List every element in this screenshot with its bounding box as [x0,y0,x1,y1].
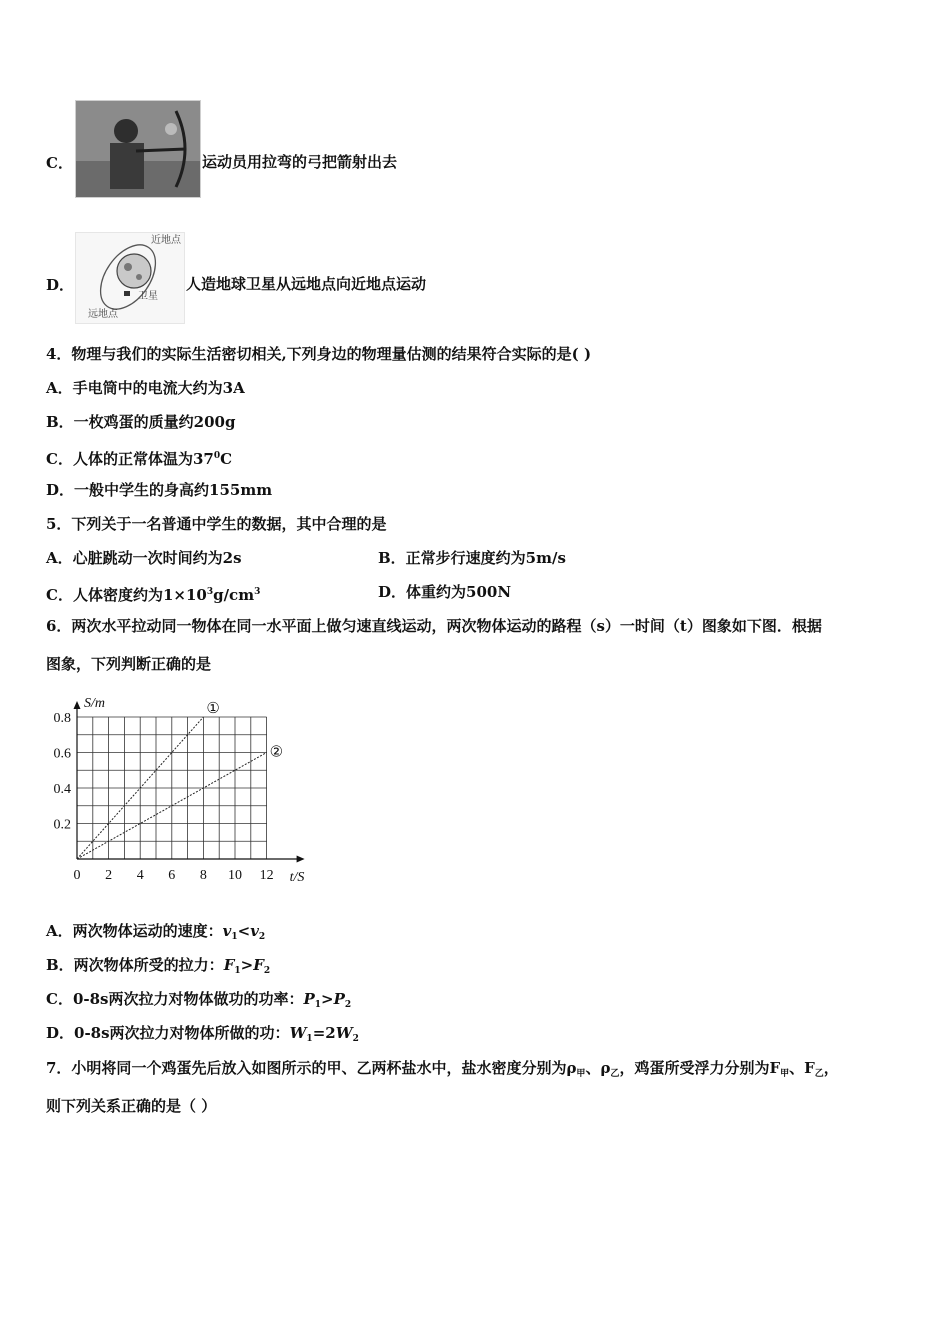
q5-option-a: A．心脏跳动一次时间约为2s [46,549,242,567]
option-c-text: 运动员用拉弯的弓把箭射出去 [202,153,398,171]
q6-b-sub1: 1 [234,966,241,976]
q6-b-op: > [240,956,254,974]
q6-a-op: < [237,922,251,940]
x-axis-label: t/S [289,870,305,885]
option-d-label: D． [46,276,75,294]
q5-c-sup2: 3 [254,587,261,597]
q6-b-text: B．两次物体所受的拉力： [46,956,224,974]
y-tick-label: 0.8 [53,711,71,726]
q4-c-text: C．人体的正常体温为37 [46,450,214,468]
archer-illustration [76,101,200,197]
q6-b-f1: F [223,956,235,974]
q6-option-d [46,1023,359,1049]
y-axis-label: S/m [84,696,105,711]
q6-stem-line1: 6．两次水平拉动同一物体在同一水平面上做匀速直线运动，两次物体运动的路程（s）一时间（t）图象如下图．根据 [46,617,822,635]
q6-c-text: C．0-8s两次拉力对物体做功的功率： [46,990,304,1008]
satellite-label: 卫星 [138,291,158,302]
q6-c-p2: P [333,990,345,1008]
q5-option-b: B．正常步行速度约为5m/s [378,549,566,567]
q5-c-sup: 3 [206,587,214,597]
satellite-orbit-picture [75,232,185,324]
near-point-label: 近地点 [151,235,181,246]
q6-option-c [46,989,351,1015]
q6-d-op: =2 [312,1024,336,1042]
x-tick-label: 8 [199,868,207,883]
y-axis-arrow [74,701,81,709]
series-label-2: ② [269,744,284,761]
q4-c-unit: C [220,450,233,468]
q4-c-sup: 0 [213,451,221,461]
y-tick-label: 0.2 [53,817,71,833]
y-tick-label: 0.4 [53,782,71,797]
q6-d-w2: W [335,1024,353,1042]
q7-text-b: 、ρ [585,1059,611,1077]
series-label-1: ① [206,701,220,717]
q7-sub-yi2: 乙 [814,1069,824,1079]
q4-option-d: D．一般中学生的身高约155mm [46,481,273,499]
q4-option-c [46,446,232,469]
x-axis-arrow [297,856,305,863]
q6-d-w1: W [289,1024,307,1042]
q6-c-sub2: 2 [344,1000,352,1010]
x-tick-label: 0 [73,868,81,883]
q6-option-b [46,955,270,981]
st-chart [40,682,330,892]
option-c-label: C． [46,154,73,172]
q4-option-b: B．一枚鸡蛋的质量约200g [46,413,236,431]
q6-d-text: D．0-8s两次拉力对物体所做的功： [46,1024,290,1042]
q5-c-text: C．人体密度约为1×10 [46,586,207,604]
q7-stem-line1 [46,1058,839,1084]
q4-option-a: A．手电筒中的电流大约为3A [46,379,245,397]
x-tick-label: 10 [228,868,242,883]
q6-option-a [46,921,265,947]
q5-option-d: D．体重约为500N [378,583,512,601]
q7-sub-jia: 甲 [576,1069,586,1079]
q6-a-v1: v [222,922,232,940]
q6-c-p1: P [303,990,315,1008]
x-tick-label: 6 [168,868,176,883]
x-tick-label: 12 [259,868,274,883]
q7-sub-jia2: 甲 [780,1069,790,1079]
q7-sub-yi: 乙 [610,1069,620,1079]
q5-option-c [46,582,260,605]
far-point-label: 远地点 [88,309,118,320]
q5-c-unit: g/cm [213,586,255,604]
q6-b-sub2: 2 [263,966,271,976]
q7-text-e: ， [823,1059,839,1077]
q6-a-v2: v [250,922,259,940]
st-graph [40,682,330,892]
option-d-text: 人造地球卫星从远地点向近地点运动 [186,275,427,293]
q6-d-sub1: 1 [306,1034,313,1044]
y-tick-label: 0.6 [53,746,71,762]
q6-b-f2: F [253,956,264,974]
q4-stem: 4．物理与我们的实际生活密切相关,下列身边的物理量估测的结果符合实际的是( ) [46,345,592,363]
q6-a-sub2: 2 [258,932,266,942]
q7-text-c: ，鸡蛋所受浮力分别为F [619,1059,781,1077]
q6-a-text: A．两次物体运动的速度： [46,922,223,940]
archer-photo [75,100,201,198]
q7-text-d: 、F [789,1059,815,1077]
q6-a-sub1: 1 [231,932,238,942]
x-tick-label: 2 [105,868,113,883]
q6-c-op: > [321,990,334,1008]
q7-text-a: 7．小明将同一个鸡蛋先后放入如图所示的甲、乙两杯盐水中，盐水密度分别为ρ [46,1059,577,1077]
q7-stem-line2: 则下列关系正确的是（ ） [46,1097,217,1115]
q6-c-sub1: 1 [314,1000,322,1010]
q5-stem: 5．下列关于一名普通中学生的数据，其中合理的是 [46,515,387,533]
x-tick-label: 4 [136,868,144,883]
q6-d-sub2: 2 [352,1034,359,1044]
q6-stem-line2: 图象，下列判断正确的是 [46,655,212,673]
